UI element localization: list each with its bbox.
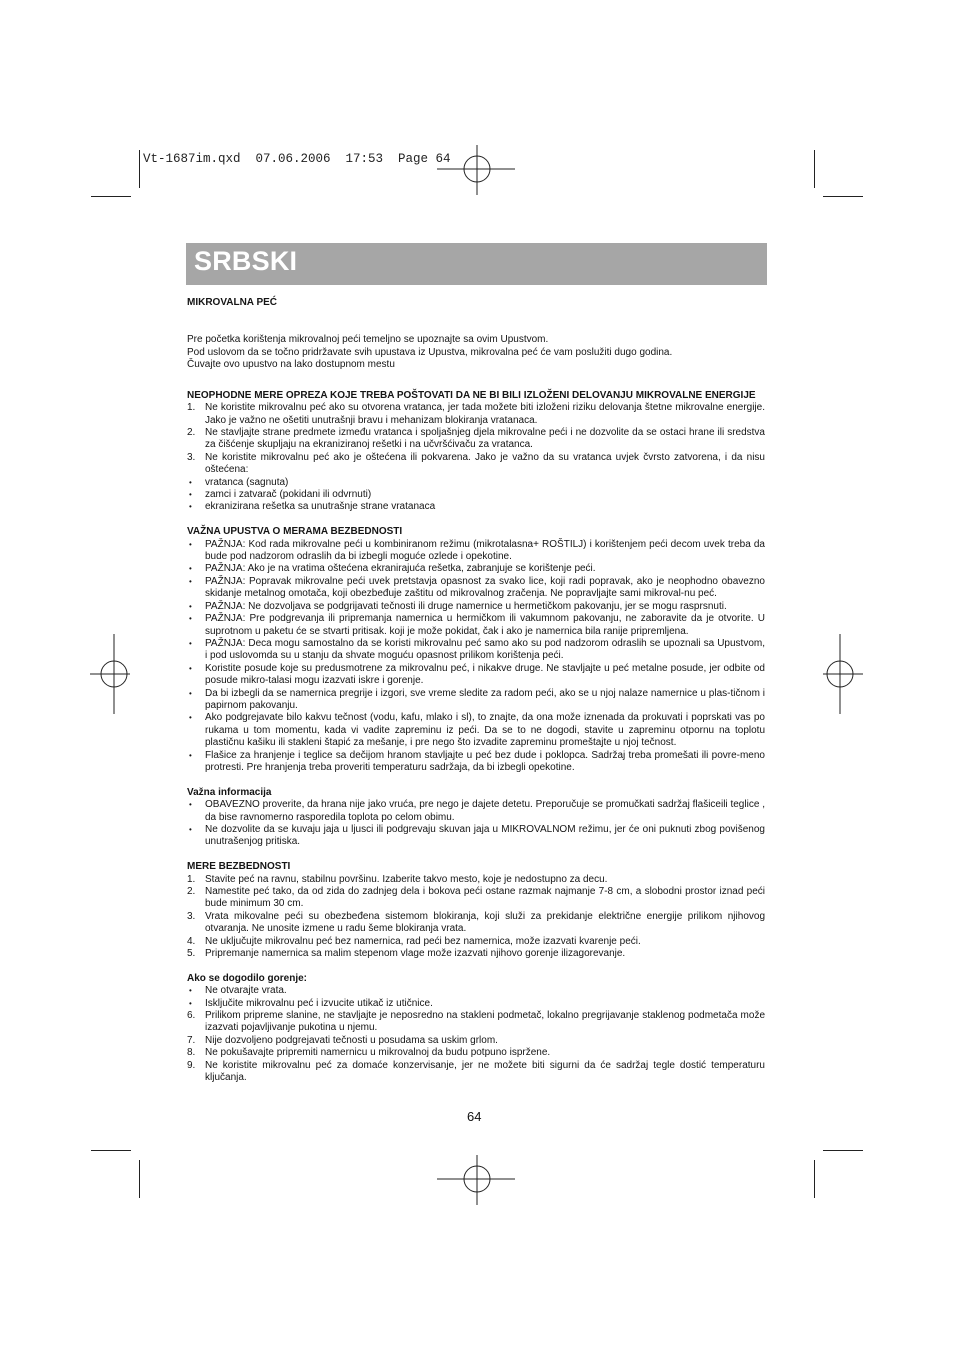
list-item	[187, 1047, 765, 1059]
list-item-text: PAŽNJA: Pre podgrevanja ili pripremanja namernica u hermičkom ili vakumnom pakovanju, ne zaboravite da je otvorite. U suprotnom u paketu će se stvarti pritisak. koji je može pokidat, čak i ako je namernica bila ranije pripremljena.	[205, 613, 765, 637]
registration-mark-icon	[823, 634, 863, 714]
list-item-text: Ako podgrejavate bilo kakvu tečnost (vodu, kafu, mlako i sl), to znajte, da ona može iznenada da prokuvati i poprskati vas po rukama u tom momentu, kada vi vadite zapreminu iz peći. Da se to ne dogodi, stavite u zapreminu otpornu na toplotu plastičnu kašiku ili stakleni štapić za mešanje, i pre nego što izvadite zapreminu promeštajte u njoj tečnost.	[205, 712, 765, 749]
item-number: 3.	[187, 451, 196, 463]
item-number: 2.	[187, 886, 196, 897]
page-number: 64	[467, 1109, 482, 1124]
bullet-icon: •	[189, 477, 192, 487]
registration-mark-icon	[90, 634, 130, 714]
list-item-text: Ne koristite mikrovalnu peć ako su otvorena vratanca, jer tada možete biti izloženi riziku delovanja štetne mikrovalne energije. Jako je važno ne ošetiti unutrašnji bravu i mehanizam blokiranja vratanaca.	[205, 402, 765, 426]
item-number: 7.	[187, 1034, 196, 1046]
crop-mark	[139, 150, 140, 188]
item-number: 9.	[187, 1059, 196, 1071]
item-number: 5.	[187, 948, 196, 960]
bullet-icon: •	[189, 502, 192, 512]
registration-mark-icon	[437, 1155, 517, 1205]
list-item	[187, 601, 765, 613]
bullet-icon: •	[189, 750, 192, 760]
list-item	[187, 576, 765, 601]
list-item	[187, 563, 765, 575]
list-item-text: Ne dozvolite da se kuvaju jaja u ljusci ili podgrevaju skuvan jaja u MIKROVALNOM režimu, jer će oni puknuti zbog povišenog unutrašenjog pritiska.	[205, 823, 765, 848]
important-info-list	[187, 799, 765, 849]
crop-mark	[823, 1150, 863, 1151]
intro-line: Čuvajte ovo upustvo na lako dostupnom mestu	[187, 359, 395, 370]
safety-measures-list	[187, 874, 765, 961]
list-item-text: OBAVEZNO proverite, da hrana nije jako vruća, pre nego je dajete detetu. Preporučuje se promučkati sadržaj flašiceili teglice , da bise ravnomerno rasporedila toplota po celom obimu.	[205, 799, 765, 823]
list-item	[187, 539, 765, 564]
crop-mark	[139, 1160, 140, 1198]
list-item	[187, 886, 765, 911]
list-item-text: Ne otvarajte vrata.	[205, 985, 287, 997]
registration-mark-icon	[437, 145, 517, 195]
list-item-text: Pripremanje namernica sa malim stepenom vlage može izazvati njihovo gorenje ilizagorevanje.	[205, 948, 626, 960]
precautions-list	[187, 402, 765, 514]
list-item-text: Flašice za hranjenje i teglice sa dečijom hranom stavljajte u peć bez dude i poklopca. Sadržaj treba promešati ili povre-meno protresti. Pre hranjenja treba proveriti temperaturu sadržaja, da bi izbegli opekotine.	[205, 749, 765, 773]
list-item-text: PAŽNJA: Ne dozvoljava se podgrijavati tečnosti ili druge namernice u hermetičkom pakovanju, jer se mogu rasprsnuti.	[205, 600, 727, 612]
intro-line: Pod uslovom da se točno pridržavate svih upustava iz Upustva, mikrovalna peć će vam poslužiti dugo godina.	[187, 346, 673, 358]
list-item-text: zamci i zatvarač (pokidani ili odvrnuti)	[205, 489, 372, 501]
list-item-text: Ne koristite mikrovalnu peć za domaće konzervisanje, jer ne možete biti sigurni da će sadržaj tegle dostić temperaturu ključanja.	[205, 1059, 765, 1084]
item-number: 2.	[187, 427, 196, 439]
section-heading-fire: Ako se dogodilo gorenje:	[187, 972, 308, 984]
list-item	[187, 750, 765, 775]
list-item-text: PAŽNJA: Popravak mikrovalne peći uvek pretstavja opasnost za svako lice, koji radi popravak, ako je neophodno obavezno skidanje metalnog omotača, koji obezbeđuje zaštitu od mikrovalnog zračenja. Ne popravljajte sami mikroval-nu peć.	[205, 575, 765, 600]
section-heading-precautions: NEOPHODNE MERE OPREZA KOJE TREBA POŠTOVATI DA NE BI BILI IZLOŽENI DELOVANJU MIKROVALNE ENERGIJE	[187, 389, 756, 401]
crop-mark	[823, 196, 863, 197]
section-heading-safety-measures: MERE BEZBEDNOSTI	[187, 861, 291, 873]
list-item	[187, 489, 765, 501]
document-body	[187, 297, 765, 1084]
bullet-icon: •	[189, 663, 192, 673]
bullet-icon: •	[189, 614, 192, 624]
item-number: 1.	[187, 402, 196, 414]
list-item	[187, 911, 765, 936]
list-item-text: Ne uključujte mikrovalnu peć bez namernica, rad peći bez namernica, može izazvati kvarenje peći.	[205, 935, 641, 947]
bullet-icon: •	[189, 539, 192, 549]
list-item-text: Ne pokušavajte pripremiti namernicu u mikrovalnoj da budu potpuno ispržene.	[205, 1047, 551, 1059]
list-item	[187, 501, 765, 513]
item-number: 1.	[187, 873, 196, 885]
crop-mark	[91, 1150, 131, 1151]
list-item-text: vratanca (sagnuta)	[205, 476, 289, 488]
list-item-text: Stavite peć na ravnu, stabilnu površinu. Izaberite takvo mesto, koje je nedostupno za decu.	[205, 873, 608, 885]
language-title: SRBSKI	[194, 246, 298, 276]
bullet-icon: •	[189, 688, 192, 698]
fire-instructions-list	[187, 985, 765, 1084]
list-item	[187, 948, 765, 960]
list-item	[187, 613, 765, 638]
list-item	[187, 452, 765, 477]
item-number: 3.	[187, 910, 196, 922]
crop-mark	[814, 150, 815, 188]
list-item	[187, 1010, 765, 1035]
item-number: 4.	[187, 935, 196, 947]
intro-line: Pre početka korištenja mikrovalnoj peći temeljno se upoznajte sa ovim Upustvom.	[187, 334, 549, 346]
list-item	[187, 402, 765, 427]
list-item	[187, 1035, 765, 1047]
safety-instructions-list	[187, 539, 765, 775]
document-title: MIKROVALNA PEĆ	[187, 297, 277, 308]
list-item	[187, 477, 765, 489]
bullet-icon: •	[189, 800, 192, 810]
list-item-text: Ne stavljajte strane predmete između vratanca i spoljašnjeg djela mikrovalne peći i ne dozvolite da se ostaci hrane ili sredstva za čišćenje skupljaju na ekraniziranoj rešetki i na učvršćivaču za vratanca.	[205, 427, 765, 451]
list-item-text: Prilikom pripreme slanine, ne stavljajte je neposredno na stakleni podmetač, lokalno pregrijavanje staklenog podmetača može izazvati pojavljivanje pukotina u njemu.	[205, 1010, 765, 1034]
item-number: 6.	[187, 1010, 196, 1022]
bullet-icon: •	[189, 564, 192, 574]
bullet-icon: •	[189, 713, 192, 723]
list-item-text: Vrata mikovalne peći su obezbeđena sistemom blokiranja, koji služi za prekidanje električne energije prilikom njihovog otvaranja. Ne unosite izmene u radu šeme blokiranja vrata.	[205, 910, 765, 935]
list-item-text: Ne koristite mikrovalnu peć ako je oštećena ili pokvarena. Jako je važno da su vratanca uvjek čvrsto zatvorena, i da nisu oštećena:	[205, 451, 765, 476]
list-item	[187, 874, 765, 886]
list-item	[187, 688, 765, 713]
list-item-text: Da bi izbegli da se namernica pregrije i izgori, sve vreme sledite za radom peći, ako se u njoj nalaze namernice u plas-tičnom i papirnom pakovanju.	[205, 687, 765, 711]
section-heading-safety-instructions: VAŽNA UPUSTVA O MERAMA BEZBEDNOSTI	[187, 526, 403, 538]
section-heading-important-info: Važna informacija	[187, 786, 272, 798]
item-number: 8.	[187, 1047, 196, 1059]
list-item-text: Namestite peć tako, da od zida do zadnjeg dela i bokova peći ostane razmak najmanje 7-8 cm, a slobodni prostor iznad peći bude minimum 30 cm.	[205, 886, 765, 910]
crop-mark	[91, 196, 131, 197]
list-item	[187, 427, 765, 452]
list-item-text: Isključite mikrovalnu peć i izvucite utikač iz utičnice.	[205, 997, 433, 1009]
list-item-text: PAŽNJA: Ako je na vratima oštećena ekranirajuća rešetka, zabranjuje se korištenje peći.	[205, 563, 596, 575]
bullet-icon: •	[189, 986, 192, 996]
bullet-icon: •	[189, 576, 192, 586]
bullet-icon: •	[189, 824, 192, 834]
list-item-text: PAŽNJA: Kod rada mikrovalne peći u kombiniranom režimu (mikrotalasna+ ROŠTILJ) i korištenjem peći decom uvek treba da bude pod nadzorom odraslih da bi izbegli moguće ozlede i opekotine.	[205, 538, 765, 563]
list-item-text: Nije dozvoljeno podgrejavati tečnosti u posudama sa uskim grlom.	[205, 1034, 498, 1046]
language-header-bar	[186, 243, 767, 285]
list-item	[187, 799, 765, 824]
list-item	[187, 998, 765, 1010]
list-item-text: Koristite posude koje su predusmotrene za mikrovalnu peć, i nikakve druge. Ne stavljajte u peć metalne posude, jer odbite od posude mikro-talasi mogu izazvati iskre i gorenje.	[205, 662, 765, 687]
list-item	[187, 936, 765, 948]
list-item	[187, 985, 765, 997]
crop-mark	[814, 1160, 815, 1198]
list-item	[187, 1060, 765, 1085]
list-item	[187, 824, 765, 849]
list-item-text: PAŽNJA: Deca mogu samostalno da se koristi mikrovalnu peć samo ako su pod nadzorom odraslih se upoznali sa Upustvom, i pod uslovomda su u stanju da shvate moguću opasnost prilikom korištenja peći.	[205, 637, 765, 662]
list-item	[187, 663, 765, 688]
list-item-text: ekranizirana rešetka sa unutrašnje strane vratanaca	[205, 501, 436, 513]
list-item	[187, 638, 765, 663]
bullet-icon: •	[189, 638, 192, 648]
list-item	[187, 712, 765, 749]
bullet-icon: •	[189, 490, 192, 500]
bullet-icon: •	[189, 998, 192, 1008]
bullet-icon: •	[189, 601, 192, 611]
file-slug: Vt-1687im.qxd 07.06.2006 17:53 Page 64	[143, 152, 451, 166]
